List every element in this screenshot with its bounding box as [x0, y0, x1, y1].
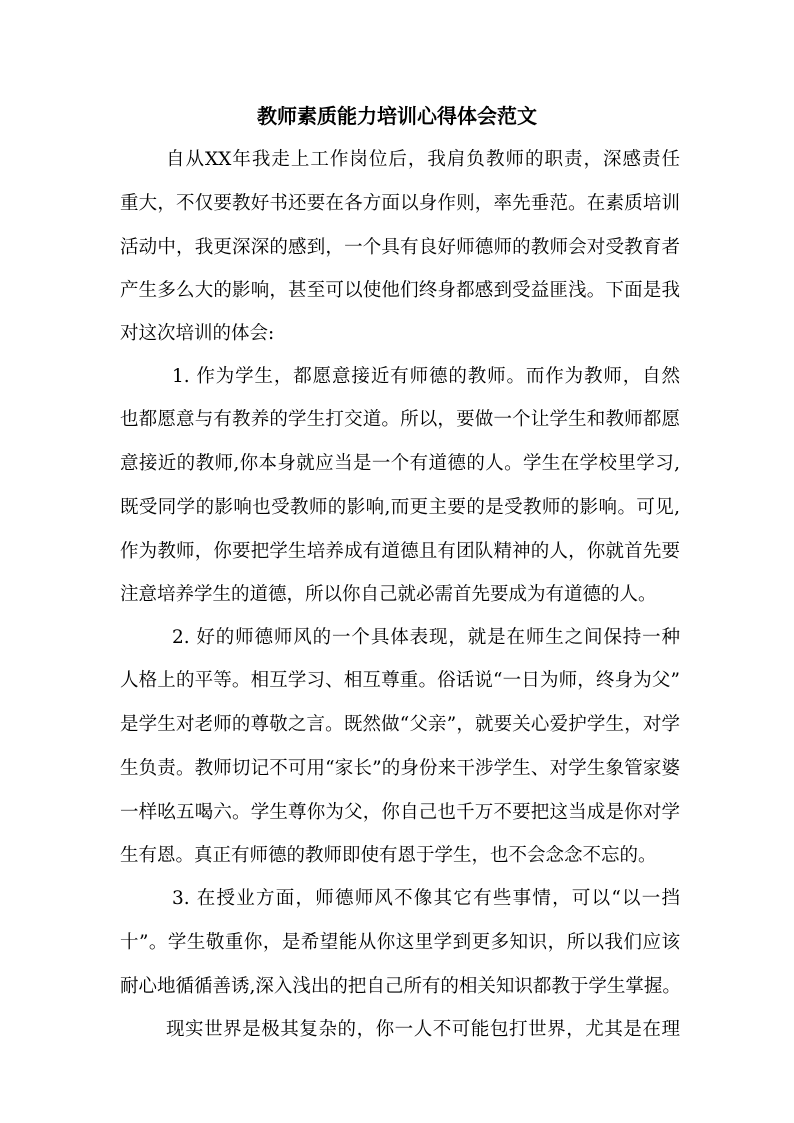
document-title: 教师素质能力培训心得体会范文	[257, 104, 537, 128]
point1-line: 1. 作为学生，都愿意接近有师德的教师。而作为教师，自然	[172, 366, 680, 387]
point3-line: 十”。学生敬重你，是希望能从你这里学到更多知识，所以我们应该	[120, 932, 680, 953]
intro-line: 对这次培训的体会:	[120, 323, 275, 344]
point2-line: 一样吆五喝六。学生尊你为父，你自己也千万不要把这当成是你对学	[120, 802, 680, 823]
point3-line: 耐心地循循善诱,深入浅出的把自己所有的相关知识都教于学生掌握。	[120, 976, 681, 997]
point3-line: 3. 在授业方面，师德师风不像其它有些事情，可以“以一挡	[172, 888, 680, 909]
intro-line: 重大，不仅要教好书还要在各方面以身作则，率先垂范。在素质培训	[120, 193, 680, 214]
point2-line: 是学生对老师的尊敬之言。既然做“父亲”，就要关心爱护学生，对学	[120, 714, 680, 735]
point1-line: 注意培养学生的道德，所以你自己就必需首先要成为有道德的人。	[120, 584, 657, 605]
point1-line: 作为教师，你要把学生培养成有道德且有团队精神的人，你就首先要	[120, 541, 680, 562]
point1-line: 也都愿意与有教养的学生打交道。所以，要做一个让学生和教师都愿	[120, 409, 680, 430]
point2-line: 人格上的平等。相互学习、相互尊重。俗话说“一日为师，终身为父”	[120, 670, 680, 691]
point2-line: 2. 好的师德师风的一个具体表现，就是在师生之间保持一种	[172, 627, 680, 648]
point2-line: 生负责。教师切记不可用“家长”的身份来干涉学生、对学生象管家婆	[120, 758, 680, 779]
point2-line: 生有恩。真正有师德的教师即使有恩于学生，也不会念念不忘的。	[120, 845, 657, 866]
intro-line: 自从XX年我走上工作岗位后，我肩负教师的职责，深感责任	[166, 149, 680, 170]
point1-line: 意接近的教师,你本身就应当是一个有道德的人。学生在学校里学习,	[120, 453, 680, 474]
closing-line: 现实世界是极其复杂的，你一人不可能包打世界，尤其是在理	[166, 1019, 680, 1040]
intro-line: 产生多么大的影响，甚至可以使他们终身都感到受益匪浅。下面是我	[120, 280, 680, 301]
intro-line: 活动中，我更深深的感到，一个具有良好师德师的教师会对受教育者	[120, 237, 680, 258]
point1-line: 既受同学的影响也受教师的影响,而更主要的是受教师的影响。可见,	[120, 497, 680, 518]
